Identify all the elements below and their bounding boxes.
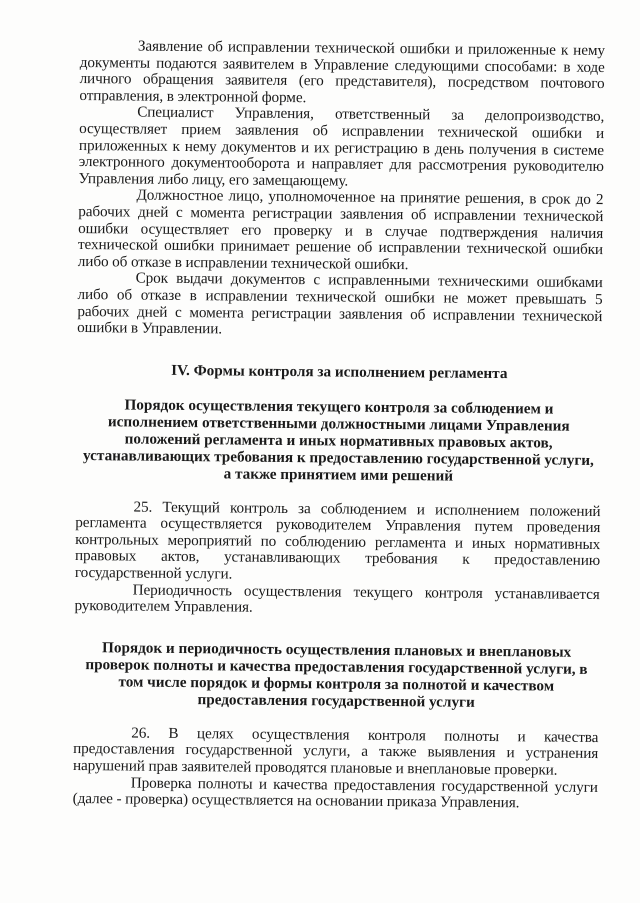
paragraph-application-submission: Заявление об исправлении технической ошибки и приложенные к нему документы подаются заявителем в Управление следующими способами: в ходе личного обращения заявителя (его представителя), посредством почтового отправления, в электронной форме. [79, 37, 605, 106]
paragraph-inspection-basis: Проверка полноты и качества предоставления государственной услуги (далее - проверка) осуществляется на основании приказа Управления. [72, 774, 598, 812]
paragraph-issue-term: Срок выдачи документов с исправленными техническими ошибками либо об отказе в исправлении технической ошибки не может превышать 5 рабочих дней с момента регистрации заявления об исправлении технической ошибки в Управлении. [77, 269, 603, 338]
paragraph-periodicity: Периодичность осуществления текущего контроля устанавливается руководителем Управления. [74, 581, 600, 616]
paragraph-review: Должностное лицо, уполномоченное на принятие решения, в срок до 2 рабочих дней с момента регистрации заявления об исправлении технической ошибки осуществляет его проверку и в случае подтверждения наличия технической ошибки принимает решение об исправлении технической ошибки либо об отказе в исправлении технической ошибки. [77, 186, 604, 273]
document-body [73, 38, 605, 813]
subsection-2-title: Порядок и периодичность осуществления плановых и внеплановых проверок полноты и качества предоставления государственной услуги, в том числе порядок и формы контроля за полнотой и качеством предоставления государственной услуги [85, 639, 588, 711]
paragraph-26: 26. В целях осуществления контроля полноты и качества предоставления государственной услуги, а также выявления и устранения нарушений прав заявителей проводятся плановые и внеплановые проверки. [72, 724, 599, 779]
paragraph-25: 25. Текущий контроль за соблюдением и исполнением положений регламента осуществляется руководителем Управления путем проведения контрольных мероприятий по соблюдению регламента и иных нормативных правовых актов, устанавливающих требования к предоставлению государственной услуги. [74, 498, 601, 583]
paragraph-registration: Специалист Управления, ответственный за делопроизводство, осуществляет прием заявления об исправлении технической ошибки и приложенных к нему документов и их регистрацию в день получения в системе электронного документооборота и направляет для рассмотрения руководителю Управления либо лицу, его замещающему. [78, 103, 605, 190]
section-title: IV. Формы контроля за исполнением регламента [171, 361, 508, 382]
subsection-1-title: Порядок осуществления текущего контроля за соблюдением и исполнением ответственными должностными лицами Управления положений регламента и иных нормативных правовых актов, устанавливающих требования к предоставлению государственной услуги, а также принятием ими решений [83, 396, 594, 485]
